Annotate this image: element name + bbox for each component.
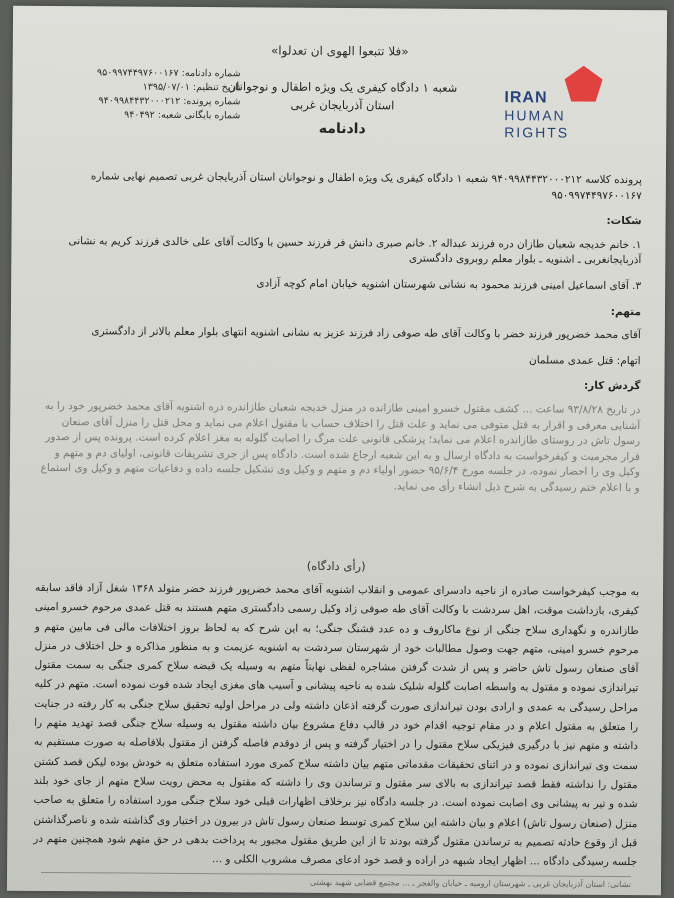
accused-label: متهم: bbox=[610, 305, 642, 318]
basmala: «فلا تتبعوا الهوی ان تعدلوا» bbox=[270, 43, 409, 59]
process-label: گردش کار: bbox=[583, 380, 641, 393]
verdict-title: (رأی دادگاه) bbox=[306, 558, 366, 574]
iran-human-rights-logo bbox=[496, 63, 627, 144]
court-verdict-page bbox=[7, 6, 667, 896]
plaintiff-3: ۳. آقای اسماعیل امینی فرزند محمود به نشانی شهرستان اشنویه خیابان امام کوچه آزادی bbox=[256, 277, 642, 293]
court-name: شعبه ۱ دادگاه کیفری یک ویژه اطفال و نوجوانان bbox=[227, 79, 458, 95]
charge-line: اتهام: قتل عمدی مسلمان bbox=[529, 354, 641, 367]
case-file-line: پرونده کلاسه ۹۴۰۹۹۸۴۴۳۲۰۰۰۲۱۲ شعبه ۱ دادگاه کیفری یک ویژه اطفال و نوجوانان استان آذربایجان غربی تصمیم نهایی شماره ۹۵۰۹۹۷۴۴۹۷۶۰۰۱۶۷ bbox=[90, 170, 642, 202]
issue-date: تاریخ تنظیم: ۱۳۹۵/۰۷/۰۱ bbox=[142, 81, 241, 94]
court-province: استان آذربایجان غربی bbox=[290, 97, 395, 113]
logo-word-iran: IRAN bbox=[504, 89, 548, 107]
verdict-number: شماره دادنامه: ۹۵۰۹۹۷۴۴۹۷۶۰۰۱۶۷ bbox=[96, 67, 241, 80]
pentagon-logo-icon bbox=[564, 66, 602, 102]
case-details bbox=[36, 169, 642, 507]
logo-word-rights: RIGHTS bbox=[504, 124, 570, 141]
archive-number: شماره بایگانی شعبه: ۹۴۰۴۹۲ bbox=[124, 109, 241, 122]
plaintiffs-label: شکات: bbox=[606, 215, 642, 228]
plaintiff-1-2: ۱. خانم خدیجه شعبان طازان دره فرزند عبداله ۲. خانم صبری دانش فر فرزند حسین با وکالت آقای علی خالدی فرزند کریم به نشانی آذربایجانغربی ـ اشنویه ـ بلوار معلم روبروی دادگستری bbox=[68, 234, 642, 267]
footer-address: نشانی: استان آذربایجان غربی ـ شهرستان ارومیه ـ خیابان والفجر ـ ... مجتمع قضایی شهید بهشتی bbox=[41, 872, 631, 889]
verdict-body bbox=[33, 579, 639, 873]
document-title: دادنامه bbox=[318, 120, 366, 138]
verdict-text: به موجب کیفرخواست صادره از ناحیه دادسرای عمومی و انقلاب اشنویه آقای محمد خضرپور فرزند خضر متولد ۱۳۶۸ شغل آزاد فاقد سابقه کیفری، بازداشت موقت، اهل سردشت با وکالت آقای طه صوفی زاد وکیل رسمی دادگستری متهم هستند به قتل عمدی مرحوم خسرو امینی طازاندره و نگهداری سلاح جنگی از نوع ماکاروف و ده عدد فشنگ جنگی؛ به این شرح که به لحاظ بروز اختلافات مالی فی مابین متهم و مرحوم خسرو امینی، متهم جهت وصول مطالبات خود از شهرستان سردشت به اشنویه عزیمت و به منظور مذاکره و حل اختلاف در منزل آقای صنعان رسول تاش حاضر و پس از شدت گرفتن مشاجره لفظی نهایتاً متهم به وسیله یک قبضه سلاح کمری جنگی به سمت مقتول تیراندازی نموده و مقتول به واسطه اصابت گلوله شلیک شده به ناحیه پیشانی و آسیب های مغزی ایجاد شده فوت نموده است. متهم در کلیه مراحل رسیدگی به عمدی و ارادی بودن تیراندازی صورت گرفته اذعان داشته ولی در مراحل اولیه تحقیق سلاح جنگی به کار رفته در جنایت را متعلق به مقتول اعلام و در مقام توجیه اقدام خود در قالب دفاع مشروع بیان داشته مقتول به وسیله سلاح جنگی قصد تهدید متهم را داشته و متهم نیز با درگیری فیزیکی سلاح مقتول را در اختیار گرفته و پس از دوقدم فاصله گرفتن از مقتول بلافاصله به صورت مستقیم به سمت وی تیراندازی نموده و در اثنای تحقیقات مقدماتی متهم بیان داشته سلاح کمری مورد استفاده متعلق به خودش بوده لیکن قصد کشتن مقتول را نداشته فقط قصد تیراندازی به بالای سر مقتول و ترساندن وی را داشته که مقتول به محض رویت سلاح متهم از جای خود بلند شده و تیر به پیشانی وی اصابت نموده است. در جلسه دادگاه نیز برخلاف اظهارات قبلی خود سلاح جنگی مورد استفاده را متعلق به صاحب منزل (صنعان رسول تاش) اعلام و بیان داشته این سلاح کمری توسط صنعان رسول تاش در بیرون در اختیار وی گذاشته شده و ناصرگذاشتن قبل از وقوع حادثه تصمیم به ترساندن مقتول گرفته بودند تا از این طریق مقتول مجبور به پرداخت بدهی در حق متهم شود همچنین متهم در جلسه رسیدگی دادگاه ... اظهار ایجاد شبهه در اراده و قصد خود ادعای مصرف مشروب الکلی و ... bbox=[33, 581, 640, 869]
court-header bbox=[212, 77, 472, 139]
logo-word-human: HUMAN bbox=[504, 107, 566, 124]
file-number: شماره پرونده: ۹۴۰۹۹۸۴۴۳۲۰۰۰۲۱۲ bbox=[98, 95, 241, 108]
accused-details: آقای محمد خضرپور فرزند خضر با وکالت آقای طه صوفی زاد فرزند عزیز به نشانی اشنویه انتهای بلوار معلم بالاتر از دادگستری bbox=[91, 325, 641, 342]
process-text: در تاریخ ۹۳/۸/۲۸ ساعت ... کشف مقتول خسرو امینی طازانده در منزل خدیجه شعبان طازاندره دره اشنویه آقای محمد خضرپور خود را به آشنایی معرفی و اقرار به قتل متوفی می نماید و علت قتل را اختلاف حساب با مقتول اعلام می نماید و محل قتل را منزل آقای صنعان رسول تاش در روستای طازاندره اعلام می نماید؛ پزشکی قانونی علت مرگ را اصابت گلوله به مغز اعلام کرده است. پرونده پس از صدور قرار مجرمیت و کیفرخواست به دادگاه ارسال و به این شعبه ارجاع شده است. دادگاه پس از جری تشریفات قانونی، اولیای دم و متهم و وکیل وی را احضار نموده، در جلسه مورخ ۹۵/۶/۴ حضور اولیاء دم و متهم و وکیل وی تشکیل جلسه داده و دفاعیات متهم و وکیل وی استماع و با اعلام ختم رسیدگی به شرح ذیل انشاء رأی می نماید. bbox=[40, 399, 641, 495]
